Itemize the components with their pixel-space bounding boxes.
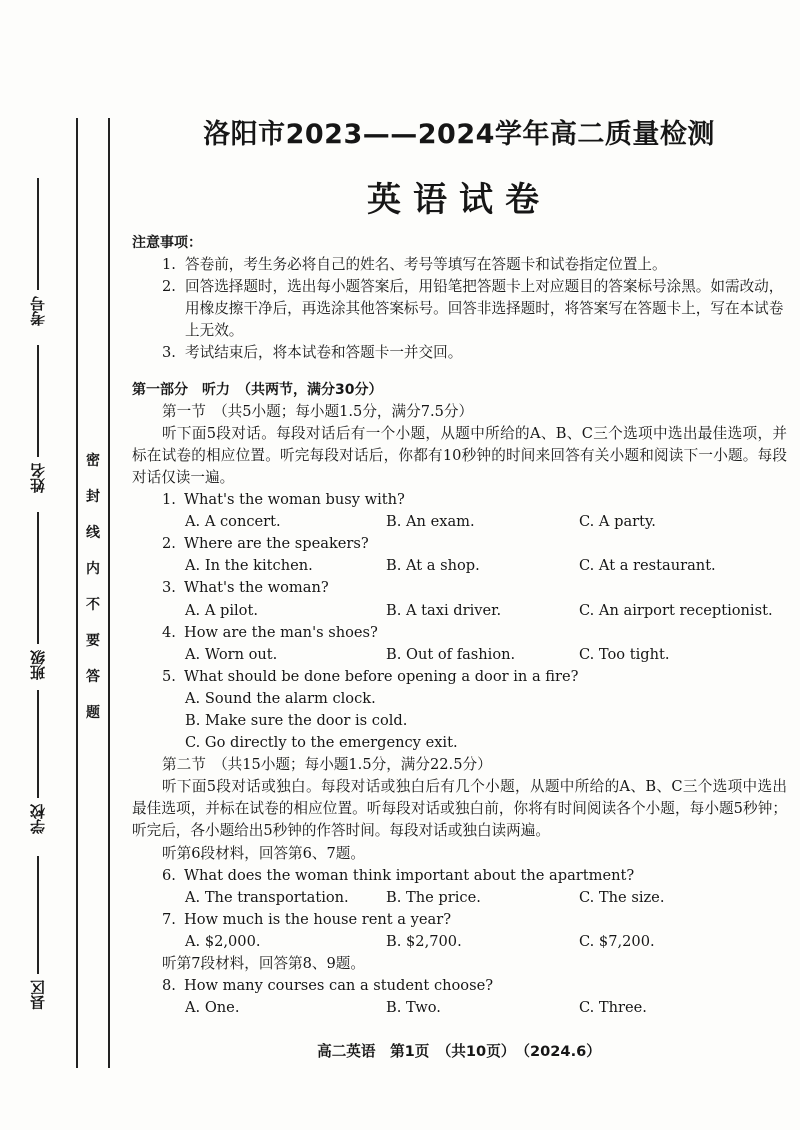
option-b[interactable]: B. At a shop.	[386, 557, 480, 575]
option-c[interactable]: C. A party.	[579, 513, 656, 531]
option-c[interactable]: C. Go directly to the emergency exit.	[185, 734, 458, 752]
district-blank	[37, 856, 39, 974]
exam-title: 洛阳市2023——2024学年高二质量检测	[203, 119, 715, 150]
question-number: 1.	[162, 491, 176, 509]
binding-line-inner	[108, 118, 110, 1068]
option-a[interactable]: A. $2,000.	[185, 932, 261, 950]
note-text: 答卷前，考生务必将自己的姓名、考号等填写在答题卡和试卷指定位置上。	[185, 256, 667, 274]
note-number: 2.	[162, 278, 176, 296]
exam-content	[132, 232, 787, 1019]
page-footer: 高二英语 第1页 （共10页） （2024.6）	[317, 1043, 601, 1060]
seal-char: 不	[86, 597, 100, 613]
question-1-options	[132, 511, 787, 533]
section2-instructions: 听下面5段对话或独白。每段对话或独白后有几个小题，从题中所给的A、B、C三个选项中选出最佳选项，并标在试卷的相应位置。听每段对话或独白前，你将有时间阅读各个小题，每小题5秒钟；听完后，各小题给出5秒钟的作答时间。每段对话或独白读两遍。	[132, 778, 787, 840]
school-field[interactable]	[14, 690, 62, 834]
seal-char: 密	[86, 453, 100, 469]
question-5	[132, 666, 787, 688]
question-2-options	[132, 555, 787, 577]
question-text: How are the man's shoes?	[184, 623, 378, 641]
question-text: How many courses can a student choose?	[184, 977, 494, 995]
question-6	[132, 865, 787, 887]
seal-char: 答	[86, 669, 100, 685]
note-item	[132, 342, 787, 364]
name-field[interactable]	[14, 345, 62, 493]
question-8	[132, 975, 787, 997]
question-number: 2.	[162, 535, 176, 553]
option-a[interactable]: A. A pilot.	[185, 601, 258, 619]
question-text: What should be done before opening a door in a fire?	[184, 667, 579, 685]
question-6-options	[132, 887, 787, 909]
exam-number-label: 考号	[28, 296, 47, 326]
material-7-heading: 听第7段材料，回答第8、9题。	[162, 955, 365, 972]
option-a[interactable]: A. Sound the alarm clock.	[185, 689, 376, 707]
question-number: 5.	[162, 667, 176, 685]
seal-char: 线	[86, 525, 100, 541]
question-4-options	[132, 644, 787, 666]
class-field[interactable]	[14, 512, 62, 680]
seal-line-warning	[81, 450, 105, 722]
question-8-options	[132, 997, 787, 1019]
option-b[interactable]: B. The price.	[386, 888, 481, 906]
question-4	[132, 622, 787, 644]
note-text: 考试结束后，将本试卷和答题卡一并交回。	[185, 344, 463, 362]
seal-char: 题	[86, 705, 100, 721]
question-text: Where are the speakers?	[184, 535, 369, 553]
school-label: 学校	[28, 804, 47, 834]
section1-heading: 第一节 （共5小题；每小题1.5分，满分7.5分）	[162, 402, 474, 420]
question-7	[132, 909, 787, 931]
exam-subtitle: 英语试卷	[367, 180, 551, 220]
option-b[interactable]: B. Two.	[386, 999, 441, 1017]
seal-char: 封	[86, 489, 100, 505]
section1-instructions: 听下面5段对话。每段对话后有一个小题，从题中所给的A、B、C三个选项中选出最佳选项，并标在试卷的相应位置。听完每段对话后，你都有10秒钟的时间来回答有关小题和阅读下一小题。每段对话仅读一遍。	[132, 424, 787, 486]
question-text: How much is the house rent a year?	[184, 910, 452, 928]
option-b[interactable]: B. $2,700.	[386, 932, 462, 950]
question-1	[132, 489, 787, 511]
section2-heading: 第二节 （共15小题；每小题1.5分，满分22.5分）	[162, 756, 492, 774]
question-2	[132, 533, 787, 555]
question-number: 4.	[162, 623, 176, 641]
note-item	[132, 254, 787, 276]
option-b[interactable]: B. Make sure the door is cold.	[185, 711, 408, 729]
binding-line-outer	[76, 118, 78, 1068]
question-number: 7.	[162, 910, 176, 928]
district-field[interactable]	[14, 856, 62, 1010]
option-b[interactable]: B. Out of fashion.	[386, 645, 516, 663]
note-number: 3.	[162, 344, 176, 362]
name-blank	[37, 345, 39, 457]
question-number: 8.	[162, 977, 176, 995]
exam-number-field[interactable]	[14, 178, 62, 326]
option-b[interactable]: B. An exam.	[386, 513, 475, 531]
exam-number-blank	[37, 178, 39, 290]
option-a[interactable]: A. A concert.	[185, 513, 281, 531]
question-3	[132, 577, 787, 599]
note-text: 回答选择题时，选出每小题答案后，用铅笔把答题卡上对应题目的答案标号涂黑。如需改动，用橡皮擦干净后，再选涂其他答案标号。回答非选择题时，将答案写在答题卡上，写在本试卷上无效。	[185, 278, 784, 340]
question-3-options	[132, 600, 787, 622]
part1-heading: 第一部分 听力 （共两节，满分30分）	[132, 381, 383, 398]
option-c[interactable]: C. At a restaurant.	[579, 557, 716, 575]
question-number: 3.	[162, 579, 176, 597]
option-c[interactable]: C. Three.	[579, 999, 647, 1017]
seal-char: 要	[86, 633, 100, 649]
school-blank	[37, 690, 39, 798]
option-a[interactable]: A. One.	[185, 999, 240, 1017]
option-c[interactable]: C. An airport receptionist.	[579, 601, 773, 619]
question-text: What's the woman?	[184, 579, 329, 597]
option-c[interactable]: C. Too tight.	[579, 645, 670, 663]
note-item	[132, 276, 787, 342]
question-text: What does the woman think important about the apartment?	[184, 866, 635, 884]
seal-char: 内	[86, 561, 100, 577]
question-number: 6.	[162, 866, 176, 884]
option-a[interactable]: A. In the kitchen.	[185, 557, 313, 575]
class-blank	[37, 512, 39, 644]
notes-heading: 注意事项：	[132, 235, 202, 251]
material-6-heading: 听第6段材料，回答第6、7题。	[162, 844, 365, 862]
option-b[interactable]: B. A taxi driver.	[386, 601, 502, 619]
option-a[interactable]: A. The transportation.	[185, 888, 349, 906]
option-c[interactable]: C. $7,200.	[579, 932, 655, 950]
option-a[interactable]: A. Worn out.	[185, 645, 278, 663]
question-text: What's the woman busy with?	[184, 491, 405, 509]
note-number: 1.	[162, 256, 176, 274]
question-7-options	[132, 931, 787, 953]
class-label: 班级	[28, 650, 47, 680]
district-label: 县区	[28, 980, 47, 1010]
name-label: 姓名	[28, 463, 47, 493]
option-c[interactable]: C. The size.	[579, 888, 665, 906]
